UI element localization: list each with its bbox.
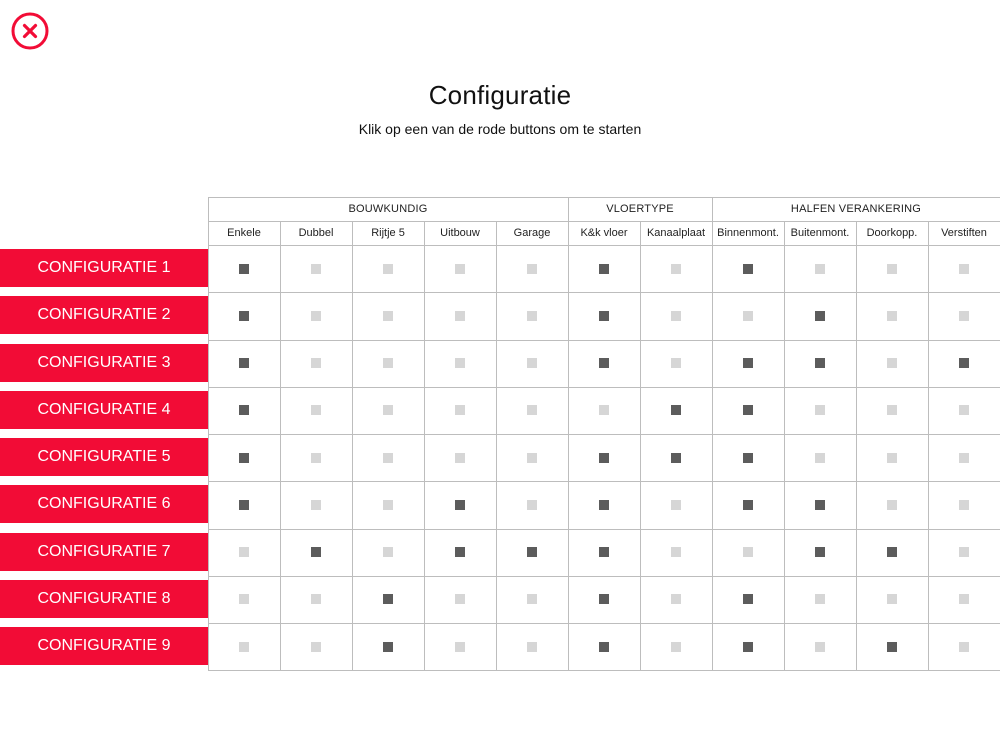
configuratie-button[interactable]: CONFIGURATIE 6	[0, 485, 208, 523]
unchecked-square	[887, 311, 897, 321]
checked-square	[887, 642, 897, 652]
unchecked-square	[311, 405, 321, 415]
page-title: Configuratie	[428, 80, 572, 110]
unchecked-square	[239, 642, 249, 652]
checked-square	[887, 547, 897, 557]
configuration-matrix	[0, 197, 1000, 672]
checked-square	[599, 547, 609, 557]
unchecked-square	[239, 594, 249, 604]
unchecked-square	[671, 547, 681, 557]
group-header: BOUWKUNDIG	[348, 203, 428, 215]
unchecked-square	[815, 405, 825, 415]
checked-square	[383, 594, 393, 604]
configuratie-button[interactable]: CONFIGURATIE 8	[0, 580, 208, 618]
checked-square	[599, 264, 609, 274]
checked-square	[815, 358, 825, 368]
checked-square	[743, 405, 753, 415]
checked-square	[527, 547, 537, 557]
unchecked-square	[959, 642, 969, 652]
checked-square	[815, 500, 825, 510]
unchecked-square	[887, 405, 897, 415]
unchecked-square	[455, 642, 465, 652]
unchecked-square	[887, 594, 897, 604]
group-header: HALFEN VERANKERING	[790, 203, 922, 215]
checked-square	[743, 358, 753, 368]
checked-square	[743, 453, 753, 463]
configuratie-button[interactable]: CONFIGURATIE 5	[0, 438, 208, 476]
column-header: Verstiften	[941, 227, 987, 239]
unchecked-square	[455, 264, 465, 274]
checked-square	[455, 500, 465, 510]
checked-square	[671, 405, 681, 415]
checked-square	[599, 500, 609, 510]
column-header: Buitenmont.	[790, 227, 850, 239]
unchecked-square	[887, 500, 897, 510]
unchecked-square	[311, 264, 321, 274]
checked-square	[599, 594, 609, 604]
unchecked-square	[887, 358, 897, 368]
unchecked-square	[743, 547, 753, 557]
checked-square	[599, 642, 609, 652]
unchecked-square	[311, 594, 321, 604]
unchecked-square	[599, 405, 609, 415]
unchecked-square	[455, 453, 465, 463]
unchecked-square	[959, 453, 969, 463]
unchecked-square	[383, 547, 393, 557]
unchecked-square	[671, 500, 681, 510]
unchecked-square	[815, 642, 825, 652]
unchecked-square	[455, 358, 465, 368]
column-header: Dubbel	[298, 227, 334, 239]
column-header: Uitbouw	[440, 227, 480, 239]
page-subtitle: Klik op een van de rode buttons om te starten	[358, 121, 642, 137]
unchecked-square	[527, 500, 537, 510]
checked-square	[383, 642, 393, 652]
unchecked-square	[743, 311, 753, 321]
configuratie-button[interactable]: CONFIGURATIE 2	[0, 296, 208, 334]
unchecked-square	[455, 311, 465, 321]
checked-square	[743, 500, 753, 510]
unchecked-square	[527, 358, 537, 368]
checked-square	[239, 311, 249, 321]
column-header: Enkele	[227, 227, 261, 239]
checked-square	[599, 453, 609, 463]
unchecked-square	[383, 264, 393, 274]
unchecked-square	[959, 405, 969, 415]
checked-square	[599, 311, 609, 321]
checked-square	[239, 358, 249, 368]
checked-square	[239, 264, 249, 274]
unchecked-square	[671, 358, 681, 368]
checked-square	[239, 500, 249, 510]
checked-square	[671, 453, 681, 463]
column-header: Rijtje 5	[371, 227, 405, 239]
checked-square	[599, 358, 609, 368]
unchecked-square	[671, 311, 681, 321]
close-button[interactable]	[11, 12, 49, 50]
unchecked-square	[527, 642, 537, 652]
unchecked-square	[527, 453, 537, 463]
checked-square	[239, 453, 249, 463]
unchecked-square	[455, 405, 465, 415]
configuratie-button[interactable]: CONFIGURATIE 9	[0, 627, 208, 665]
unchecked-square	[959, 311, 969, 321]
configuratie-button[interactable]: CONFIGURATIE 1	[0, 249, 208, 287]
checked-square	[311, 547, 321, 557]
unchecked-square	[959, 547, 969, 557]
unchecked-square	[887, 453, 897, 463]
unchecked-square	[815, 594, 825, 604]
unchecked-square	[815, 453, 825, 463]
configuratie-button[interactable]: CONFIGURATIE 4	[0, 391, 208, 429]
column-header: Garage	[513, 227, 551, 239]
group-header: VLOERTYPE	[606, 203, 674, 215]
column-header: Doorkopp.	[866, 227, 918, 239]
unchecked-square	[887, 264, 897, 274]
column-header: Binnenmont.	[717, 227, 779, 239]
unchecked-square	[959, 594, 969, 604]
unchecked-square	[959, 264, 969, 274]
configuratie-button[interactable]: CONFIGURATIE 7	[0, 533, 208, 571]
column-header: Kanaalplaat	[646, 227, 706, 239]
unchecked-square	[383, 358, 393, 368]
column-header: K&k vloer	[580, 227, 628, 239]
unchecked-square	[311, 358, 321, 368]
unchecked-square	[527, 405, 537, 415]
unchecked-square	[815, 264, 825, 274]
checked-square	[743, 264, 753, 274]
unchecked-square	[527, 594, 537, 604]
unchecked-square	[311, 453, 321, 463]
unchecked-square	[671, 594, 681, 604]
checked-square	[743, 594, 753, 604]
unchecked-square	[311, 500, 321, 510]
unchecked-square	[527, 264, 537, 274]
unchecked-square	[671, 264, 681, 274]
unchecked-square	[383, 405, 393, 415]
unchecked-square	[383, 453, 393, 463]
checked-square	[959, 358, 969, 368]
unchecked-square	[383, 500, 393, 510]
checked-square	[815, 547, 825, 557]
unchecked-square	[527, 311, 537, 321]
unchecked-square	[239, 547, 249, 557]
unchecked-square	[311, 311, 321, 321]
unchecked-square	[383, 311, 393, 321]
checked-square	[743, 642, 753, 652]
checked-square	[455, 547, 465, 557]
unchecked-square	[311, 642, 321, 652]
close-icon	[11, 12, 49, 50]
checked-square	[815, 311, 825, 321]
unchecked-square	[959, 500, 969, 510]
checked-square	[239, 405, 249, 415]
configuratie-button[interactable]: CONFIGURATIE 3	[0, 344, 208, 382]
unchecked-square	[455, 594, 465, 604]
unchecked-square	[671, 642, 681, 652]
